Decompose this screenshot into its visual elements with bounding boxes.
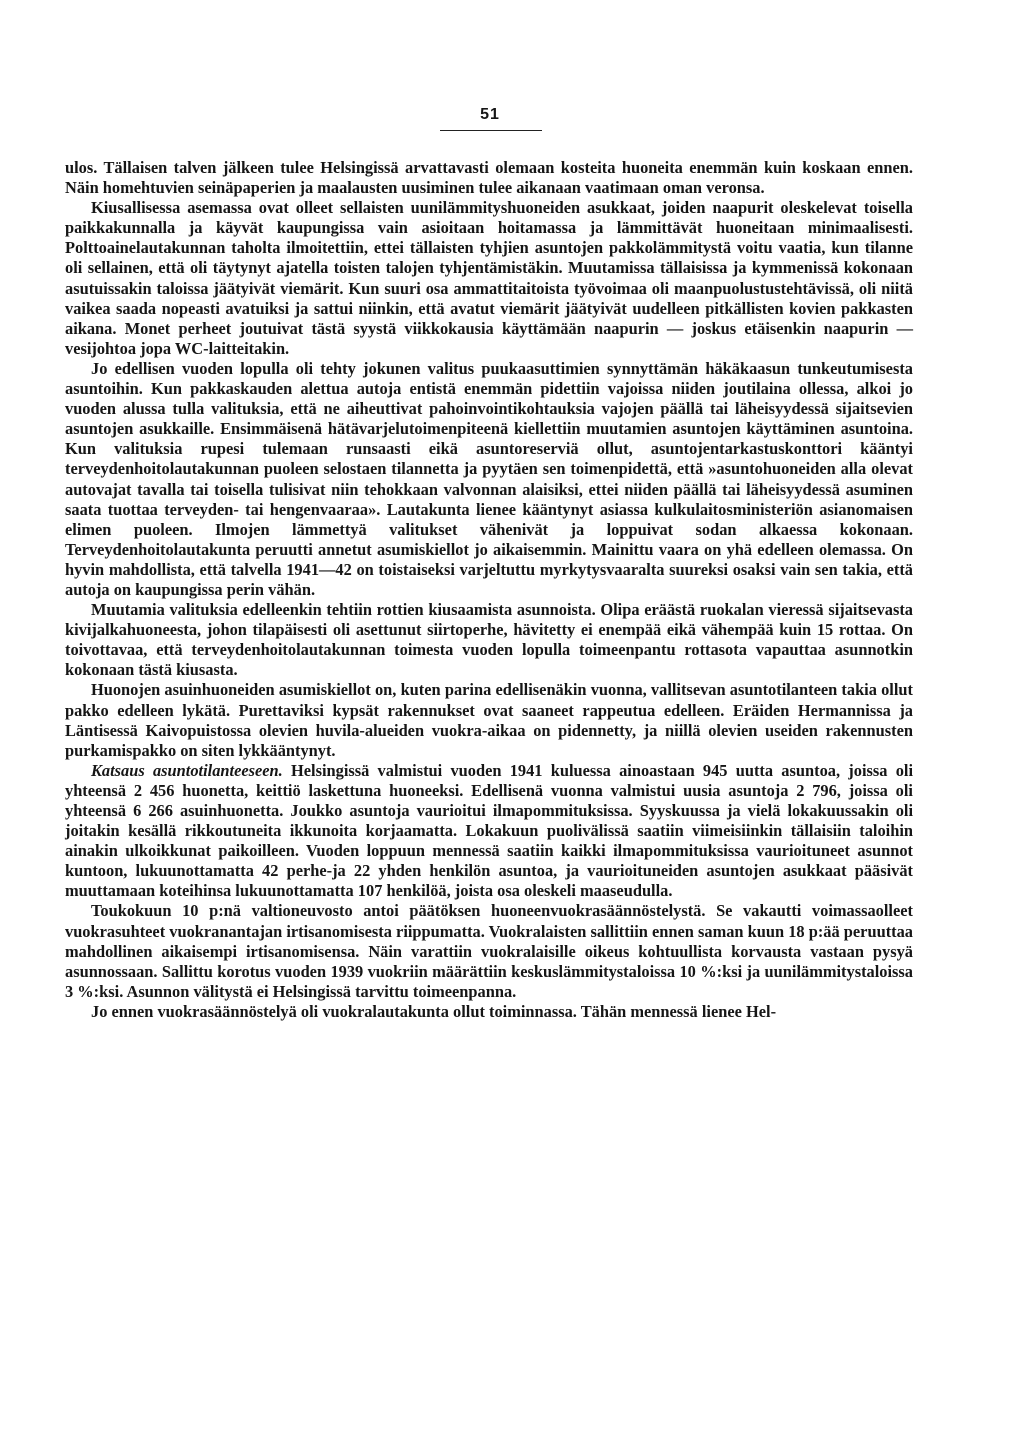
paragraph <box>65 198 913 359</box>
paragraph <box>65 359 913 600</box>
paragraph <box>65 158 913 198</box>
paragraph-text: Huonojen asuinhuoneiden asumiskiellot on, kuten parina edellisenäkin vuonna, vallitsevan asuntotilanteen takia ollut pakko edelleen lykätä. Purettaviksi kypsät rakennukset ovat saaneet rappeutua edelleen. Eräiden Hermannissa ja Läntisessä Kaivopuistossa olevien huvila-alueiden vuokra-aikaa on pidennetty, ja niillä olevien useiden rakennusten purkamispakko on siten lykkääntynyt. <box>65 680 913 760</box>
paragraph <box>65 680 913 760</box>
paragraph-text: Kiusallisessa asemassa ovat olleet sellaisten uunilämmityshuoneiden asukkaat, joiden naapurit oleskelevat toisella paikkakunnalla ja käyvät kaupungissa vain asioitaan hoitamassa ja lämmittävät huoneitaan minimaalisesti. Polttoainelautakunnan taholta ilmoitettiin, ettei tällaisten tyhjien asuntojen pakkolämmitystä voitu vaatia, kun tilanne oli sellainen, että oli täytynyt ajatella toisten talojen tyhjentämistäkin. Muutamissa tällaisissa ja kymmenissä kokonaan asutuissakin taloissa jäätyivät viemärit. Kun suuri osa ammattitaitoista työvoimaa oli maanpuolustustehtävissä, oli niitä vaikea saada nopeasti avatuiksi ja sattui niinkin, että avatut viemärit jäätyivät uudelleen pitkällisten kovien pakkasten aikana. Monet perheet joutuivat tästä syystä viikkokausia käyttämään naapurin — joskus etäisenkin naapurin — vesijohtoa jopa WC-laitteitakin. <box>65 198 913 358</box>
paragraph-text: ulos. Tällaisen talven jälkeen tulee Helsingissä arvattavasti olemaan kosteita huoneita enemmän kuin koskaan ennen. Näin homehtuvien seinäpaperien ja maalausten uusiminen tulee aikanaan vaatimaan oman veronsa. <box>65 158 913 198</box>
page-number: 51 <box>480 106 500 123</box>
header-rule <box>440 130 542 131</box>
section-lead-heading: Katsaus asuntotilanteeseen. <box>91 760 283 780</box>
paragraph <box>65 1002 913 1022</box>
paragraph <box>65 901 913 1001</box>
paragraph <box>65 761 913 902</box>
body-text <box>65 158 913 1022</box>
paragraph-text: Jo ennen vuokrasäännöstelyä oli vuokralautakunta ollut toiminnassa. Tähän mennessä lienee Hel- <box>91 1001 777 1021</box>
paragraph-text: Toukokuun 10 p:nä valtioneuvosto antoi päätöksen huoneenvuokrasäännöstelystä. Se vakautti voimassaolleet vuokrasuhteet vuokranantajan irtisanomisesta riippumatta. Vuokralaisten sallittiin ennen saman kuun 18 p:ää peruuttaa mahdollinen aikaisempi irtisanomisensa. Näin varattiin vuokralaisille oikeus kohtuullista korvausta vastaan pysyä asunnossaan. Sallittu korotus vuoden 1939 vuokriin määrättiin keskuslämmitystaloissa 10 %:ksi ja uunilämmitystaloissa 3 %:ksi. Asunnon välitystä ei Helsingissä tarvittu toimeenpanna. <box>65 901 913 1001</box>
paragraph-text: Helsingissä valmistui vuoden 1941 kuluessa ainoastaan 945 uutta asuntoa, joissa oli yhteensä 2 456 huonetta, keittiö laskettuna huoneeksi. Edellisenä vuonna valmistui uusia asuntoja 2 796, joissa oli yhteensä 6 266 asuinhuonetta. Joukko asuntoja vaurioitui ilmapommituksissa. Syyskuussa ja vielä lokakuussakin oli joitakin kesällä rikkoutuneita ikkunoita korjaamatta. Lokakuun puolivälissä saatiin viimeisiinkin tällaisiin taloihin ainakin ulkoikkunat paikoilleen. Vuoden loppuun mennessä saatiin kaikki ilmapommituksissa vaurioituneet asunnot kuntoon, lukuunottamatta 42 perhe-ja 22 yhden henkilön asuntoa, ja vaurioituneiden asuntojen asukkaat pääsivät muuttamaan koteihinsa lukuunottamatta 107 henkilöä, joista osa oleskeli maaseudulla. <box>65 760 913 901</box>
paragraph <box>65 600 913 680</box>
paragraph-text: Jo edellisen vuoden lopulla oli tehty jokunen valitus puukaasuttimien synnyttämän häkäkaasun tunkeutumisesta asuntoihin. Kun pakkaskauden alettua autoja entistä enemmän pidettiin vajoissa niiden joutilaina ollessa, alkoi jo vuoden alussa tulla valituksia, että ne aiheuttivat pahoinvointikohtauksia vajojen päällä tai läheisyydessä sijaitsevien asuntojen asukkaille. Ensimmäisenä hätävarjelutoimenpiteenä kiellettiin muutamien asuntojen käyttäminen asuntoina. Kun valituksia rupesi tulemaan runsaasti eikä asuntoreserviä ollut, asuntojentarkastuskonttori kääntyi terveydenhoitolautakunnan puoleen selostaen tilannetta ja pyytäen sen toimenpidettä, että »asuntohuoneiden alla olevat autovajat tavalla tai toisella tulisivat niin tehokkaan valvonnan alaisiksi, ettei niiden päällä tai läheisyydessä asuminen saata tuottaa terveyden- tai hengenvaaraa». Lautakunta lienee kääntynyt asiassa kulkulaitosministeriön asianomaisen elimen puoleen. Ilmojen lämmettyä valitukset vähenivät ja loppuivat sodan alkaessa kokonaan. Terveydenhoitolautakunta peruutti annetut asumiskiellot jo aikaisemmin. Mainittu vaara on yhä edelleen olemassa. On hyvin mahdollista, että talvella 1941—42 on toistaiseksi varjeltuttu myrkytysvaaralta suureksi osaksi vain sen takia, että autoja on kaupungissa perin vähän. <box>65 358 913 599</box>
paragraph-text: Muutamia valituksia edelleenkin tehtiin rottien kiusaamista asunnoista. Olipa eräästä ruokalan vieressä sijaitsevasta kivijalkahuoneesta, johon tilapäisesti oli asettunut siirtoperhe, hävitetty ei enempää eikä vähempää kuin 15 rottaa. On toivottavaa, että terveydenhoitolautakunnan toimesta vuoden lopulla toimeenpantu rottasota vapauttaa asunnotkin kokonaan tästä kiusasta. <box>65 600 913 680</box>
